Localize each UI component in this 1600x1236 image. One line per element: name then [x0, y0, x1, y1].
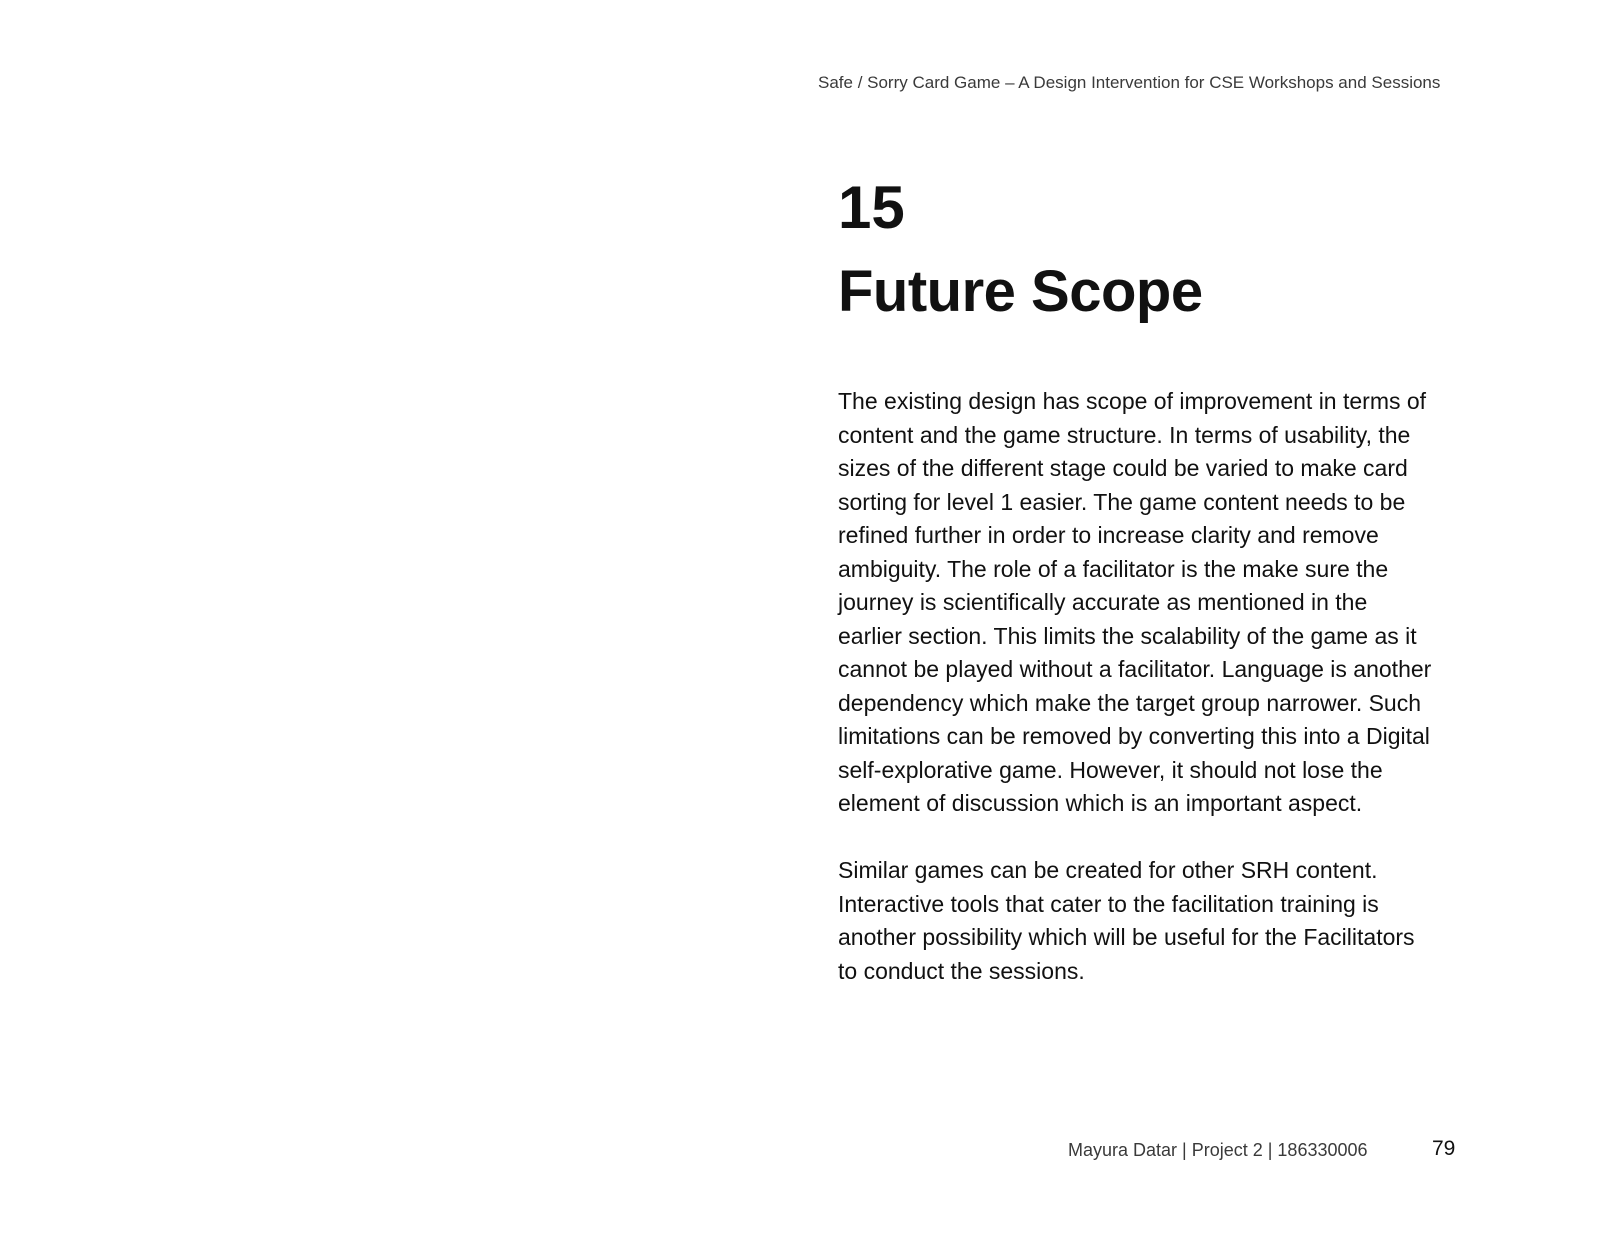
paragraph: The existing design has scope of improvement in terms of content and the game structure. In terms of usability, the sizes of the different stage could be varied to make card sorting for level 1 easier. The game content needs to be refined further in order to increase clarity and remove ambiguity. The role of a facilitator is the make sure the journey is scientifically accurate as mentioned in the earlier section. This limits the scalability of the game as it cannot be played without a facilitator. Language is another dependency which make the target group narrower. Such limitations can be removed by converting this into a Digital self-explorative game. However, it should not lose the element of discussion which is an important aspect. — [838, 388, 1432, 816]
footer-credit: Mayura Datar | Project 2 | 186330006 — [1068, 1140, 1368, 1160]
page-number: 79 — [1432, 1137, 1456, 1160]
chapter-number: 15 — [838, 174, 905, 241]
body-text — [838, 385, 1478, 988]
chapter-title: Future Scope — [838, 259, 1203, 324]
running-header: Safe / Sorry Card Game – A Design Intervention for CSE Workshops and Sessions — [818, 73, 1441, 92]
paragraph: Similar games can be created for other SRH content. Interactive tools that cater to the facilitation training is another possibility which will be useful for the Facilitators to conduct the sessions. — [838, 857, 1415, 984]
